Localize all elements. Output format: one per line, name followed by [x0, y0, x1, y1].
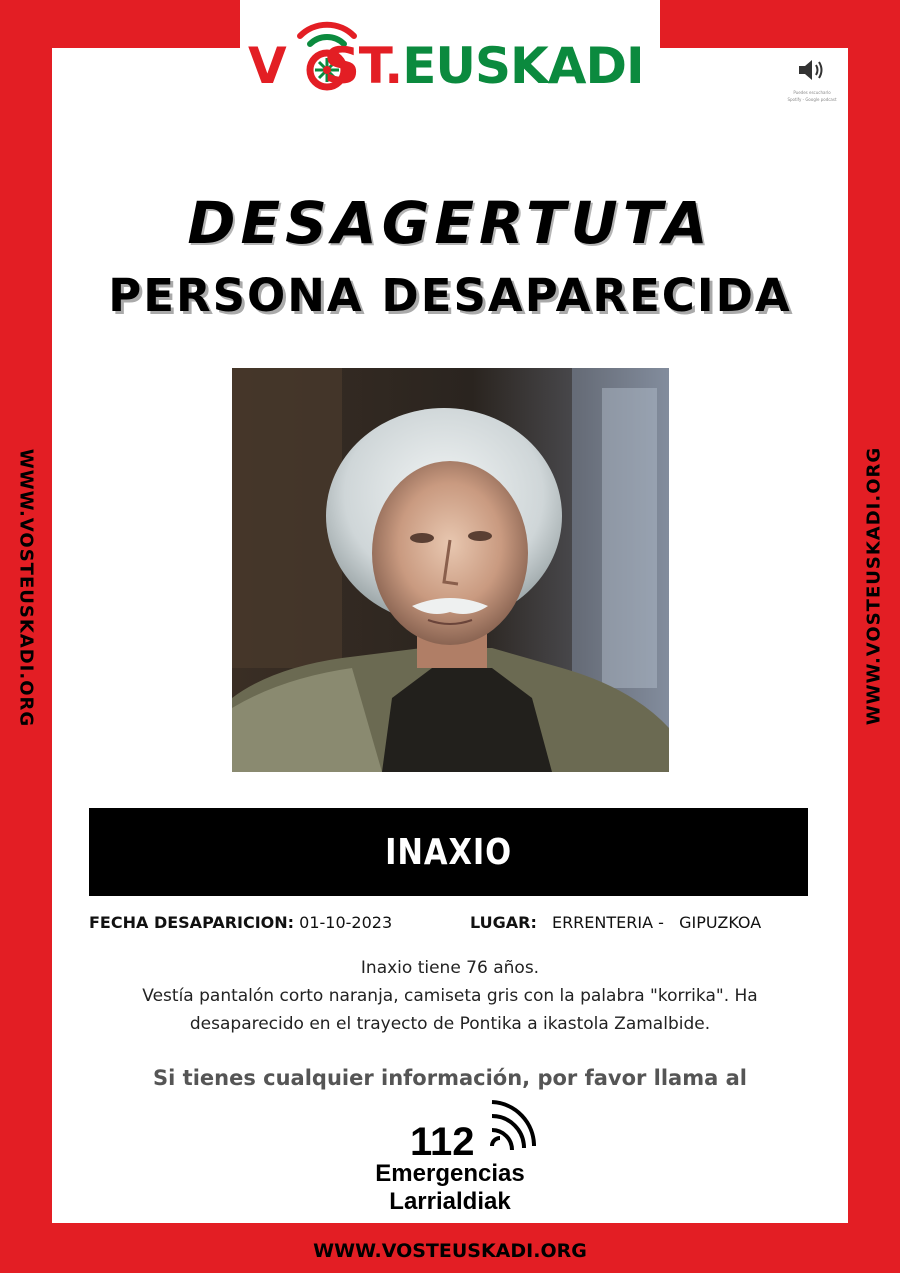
logo-st: ST [323, 37, 385, 95]
title-basque: DESAGERTUTA [187, 189, 713, 257]
side-url-left[interactable]: WWW.VOSTEUSKADI.ORG [15, 448, 37, 728]
side-url-right[interactable]: WWW.VOSTEUSKADI.ORG [863, 446, 885, 726]
place-field [470, 909, 761, 937]
footer-url[interactable]: WWW.VOSTEUSKADI.ORG [313, 1240, 587, 1262]
emergency-number: 112 [410, 1120, 475, 1164]
logo-dot: . [384, 37, 403, 95]
logo-euskadi: EUSKADI [402, 37, 644, 95]
person-name: INAXIO [385, 831, 512, 873]
name-bar [89, 808, 808, 896]
date-label: FECHA DESAPARICION: [89, 913, 295, 932]
missing-person-photo [232, 368, 669, 772]
date-value: 01-10-2023 [299, 913, 393, 932]
place-label: LUGAR: [470, 913, 537, 932]
signal-waves-icon [486, 1096, 536, 1152]
vost-euskadi-logo [240, 14, 660, 98]
speaker-icon [795, 56, 829, 84]
emergency-label-es: Emergencias [375, 1160, 525, 1187]
logo-v: V [248, 37, 286, 95]
place-value: ERRENTERIA - GIPUZKOA [551, 913, 762, 932]
logo-wordmark [248, 36, 644, 96]
contact-callout: Si tienes cualquier información, por favor llama al [153, 1066, 747, 1090]
audio-indicator[interactable] [780, 56, 844, 102]
description-line-3: desaparecido en el trayecto de Pontika a ikastola Zamalbide. [189, 1014, 711, 1034]
audio-note-2: Spotify - Google podcast [787, 97, 837, 102]
description-line-1: Inaxio tiene 76 años. [360, 958, 540, 978]
audio-note-1: Puedes escucharlo [793, 90, 831, 95]
description [60, 954, 840, 1038]
date-field [89, 909, 392, 937]
emergency-label-eu: Larrialdiak [389, 1188, 511, 1215]
description-line-2: Vestía pantalón corto naranja, camiseta gris con la palabra "korrika". Ha [142, 986, 758, 1006]
title-spanish: PERSONA DESAPARECIDA [108, 269, 792, 322]
